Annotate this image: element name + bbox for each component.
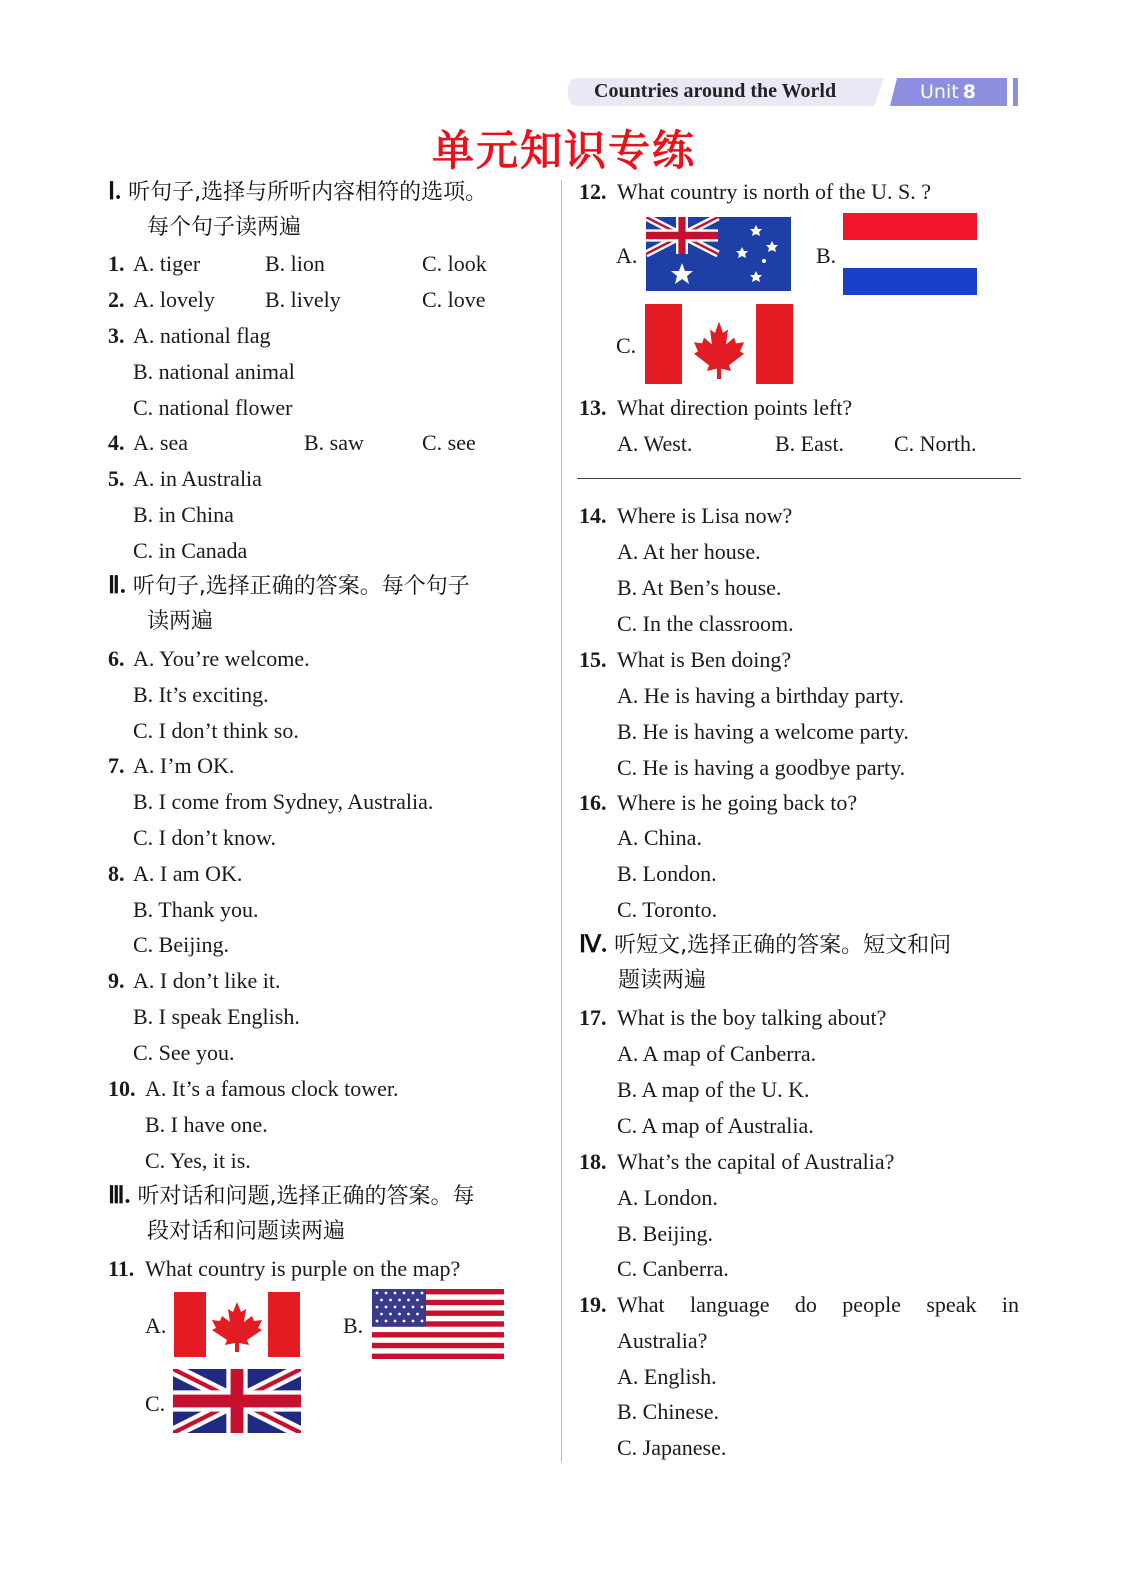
q2-option-b: B. lively xyxy=(265,287,341,312)
q6-number: 6. xyxy=(108,646,125,671)
section-3-line1: 听对话和问题,选择正确的答案。每 xyxy=(137,1184,475,1209)
q3-option-a: A. national flag xyxy=(133,323,271,348)
q11-number: 11. xyxy=(108,1256,135,1281)
section-2-numeral: Ⅱ. xyxy=(108,573,126,599)
q8-option-b: B. Thank you. xyxy=(133,897,259,922)
q5-option-c: C. in Canada xyxy=(133,538,248,563)
unit-label xyxy=(920,81,976,103)
australia-flag-icon xyxy=(646,217,791,291)
unit-number: 8 xyxy=(962,81,976,103)
q4-option-b: B. saw xyxy=(304,430,364,455)
q10-option-b: B. I have one. xyxy=(145,1112,268,1137)
q7-option-b: B. I come from Sydney, Australia. xyxy=(133,789,434,814)
q19-text-line1: What language do people speak in xyxy=(617,1292,1019,1317)
q12-text: What country is north of the U. S. ? xyxy=(617,179,932,204)
q12-option-a: A. xyxy=(616,243,638,268)
column-divider xyxy=(561,180,562,1462)
section-1-line1: 听句子,选择与所听内容相符的选项。 xyxy=(128,180,488,205)
q1-option-a: A. tiger xyxy=(133,251,201,276)
q19-option-a: A. English. xyxy=(617,1364,717,1389)
q14-option-a: A. At her house. xyxy=(617,539,761,564)
q11-option-c: C. xyxy=(145,1391,166,1416)
q19-text-line2: Australia? xyxy=(617,1328,708,1353)
q5-option-b: B. in China xyxy=(133,502,234,527)
q10-number: 10. xyxy=(108,1076,136,1101)
q1-number: 1. xyxy=(108,251,125,276)
q15-option-c: C. He is having a goodbye party. xyxy=(617,755,906,780)
q19-option-c: C. Japanese. xyxy=(617,1435,727,1460)
q3-option-b: B. national animal xyxy=(133,359,295,384)
q15-text: What is Ben doing? xyxy=(617,647,792,672)
section-4-line1: 听短文,选择正确的答案。短文和问 xyxy=(614,933,952,958)
q2-number: 2. xyxy=(108,287,125,312)
q18-option-b: B. Beijing. xyxy=(617,1221,713,1246)
q9-number: 9. xyxy=(108,968,125,993)
q15-option-a: A. He is having a birthday party. xyxy=(617,683,904,708)
q16-option-b: B. London. xyxy=(617,861,717,886)
uk-flag-icon xyxy=(173,1369,301,1433)
section-1-heading xyxy=(108,178,487,207)
section-4-heading xyxy=(579,931,951,960)
q5-option-a: A. in Australia xyxy=(133,466,262,491)
q12-option-c: C. xyxy=(616,333,637,358)
q3-option-c: C. national flower xyxy=(133,395,293,420)
q11-text: What country is purple on the map? xyxy=(145,1256,461,1281)
q16-option-c: C. Toronto. xyxy=(617,897,718,922)
q4-option-c: C. see xyxy=(422,430,476,455)
q2-option-c: C. love xyxy=(422,287,486,312)
q17-text: What is the boy talking about? xyxy=(617,1005,887,1030)
q5-number: 5. xyxy=(108,466,125,491)
q17-option-a: A. A map of Canberra. xyxy=(617,1041,817,1066)
usa-flag-icon xyxy=(372,1289,504,1359)
q18-number: 18. xyxy=(579,1149,607,1174)
q17-option-b: B. A map of the U. K. xyxy=(617,1077,810,1102)
section-3-numeral: Ⅲ. xyxy=(108,1183,131,1209)
q17-number: 17. xyxy=(579,1005,607,1030)
q13-text: What direction points left? xyxy=(617,395,853,420)
q13-option-a: A. West. xyxy=(617,431,693,456)
q10-option-a: A. It’s a famous clock tower. xyxy=(145,1076,399,1101)
q12-number: 12. xyxy=(579,179,607,204)
q3-number: 3. xyxy=(108,323,125,348)
q8-number: 8. xyxy=(108,861,125,886)
section-3-heading xyxy=(108,1182,475,1211)
q18-text: What’s the capital of Australia? xyxy=(617,1149,895,1174)
q15-number: 15. xyxy=(579,647,607,672)
q15-option-b: B. He is having a welcome party. xyxy=(617,719,909,744)
q9-option-b: B. I speak English. xyxy=(133,1004,300,1029)
q9-option-a: A. I don’t like it. xyxy=(133,968,281,993)
q14-text: Where is Lisa now? xyxy=(617,503,793,528)
q13-number: 13. xyxy=(579,395,607,420)
q10-option-c: C. Yes, it is. xyxy=(145,1148,251,1173)
q8-option-c: C. Beijing. xyxy=(133,932,229,957)
q19-number: 19. xyxy=(579,1292,607,1317)
q11-option-a: A. xyxy=(145,1313,167,1338)
q14-number: 14. xyxy=(579,503,607,528)
q13-option-c: C. North. xyxy=(894,431,977,456)
q14-option-b: B. At Ben’s house. xyxy=(617,575,782,600)
q16-text: Where is he going back to? xyxy=(617,790,858,815)
canada-flag-icon xyxy=(174,1292,300,1357)
q16-option-a: A. China. xyxy=(617,825,702,850)
page-title: 单元知识专练 xyxy=(431,126,696,175)
header-title: Countries around the World xyxy=(594,80,837,102)
q7-option-c: C. I don’t know. xyxy=(133,825,276,850)
section-divider xyxy=(577,478,1021,479)
q4-option-a: A. sea xyxy=(133,430,188,455)
q18-option-a: A. London. xyxy=(617,1185,718,1210)
section-2-line1: 听句子,选择正确的答案。每个句子 xyxy=(132,574,470,599)
q1-option-b: B. lion xyxy=(265,251,325,276)
canada-flag-icon xyxy=(645,304,793,384)
section-2-heading xyxy=(108,572,470,601)
section-4-numeral: Ⅳ. xyxy=(579,932,608,958)
q11-option-b: B. xyxy=(343,1313,364,1338)
section-2-line2: 读两遍 xyxy=(147,609,214,634)
q1-option-c: C. look xyxy=(422,251,487,276)
q19-option-b: B. Chinese. xyxy=(617,1399,720,1424)
q6-option-c: C. I don’t think so. xyxy=(133,718,299,743)
netherlands-flag-icon xyxy=(843,213,977,295)
q12-option-b: B. xyxy=(816,243,837,268)
q17-option-c: C. A map of Australia. xyxy=(617,1113,814,1138)
q8-option-a: A. I am OK. xyxy=(133,861,243,886)
section-4-line2: 题读两遍 xyxy=(618,968,707,993)
q14-option-c: C. In the classroom. xyxy=(617,611,794,636)
q6-option-a: A. You’re welcome. xyxy=(133,646,310,671)
q9-option-c: C. See you. xyxy=(133,1040,235,1065)
q2-option-a: A. lovely xyxy=(133,287,215,312)
q13-option-b: B. East. xyxy=(775,431,845,456)
unit-word: Unit xyxy=(920,81,959,103)
section-1-line2: 每个句子读两遍 xyxy=(147,215,302,240)
q4-number: 4. xyxy=(108,430,125,455)
q18-option-c: C. Canberra. xyxy=(617,1256,729,1281)
q7-number: 7. xyxy=(108,753,125,778)
q7-option-a: A. I’m OK. xyxy=(133,753,235,778)
q6-option-b: B. It’s exciting. xyxy=(133,682,269,707)
q16-number: 16. xyxy=(579,790,607,815)
unit-stripe xyxy=(1013,78,1018,106)
section-3-line2: 段对话和问题读两遍 xyxy=(147,1219,346,1244)
section-1-numeral: Ⅰ. xyxy=(108,179,122,205)
